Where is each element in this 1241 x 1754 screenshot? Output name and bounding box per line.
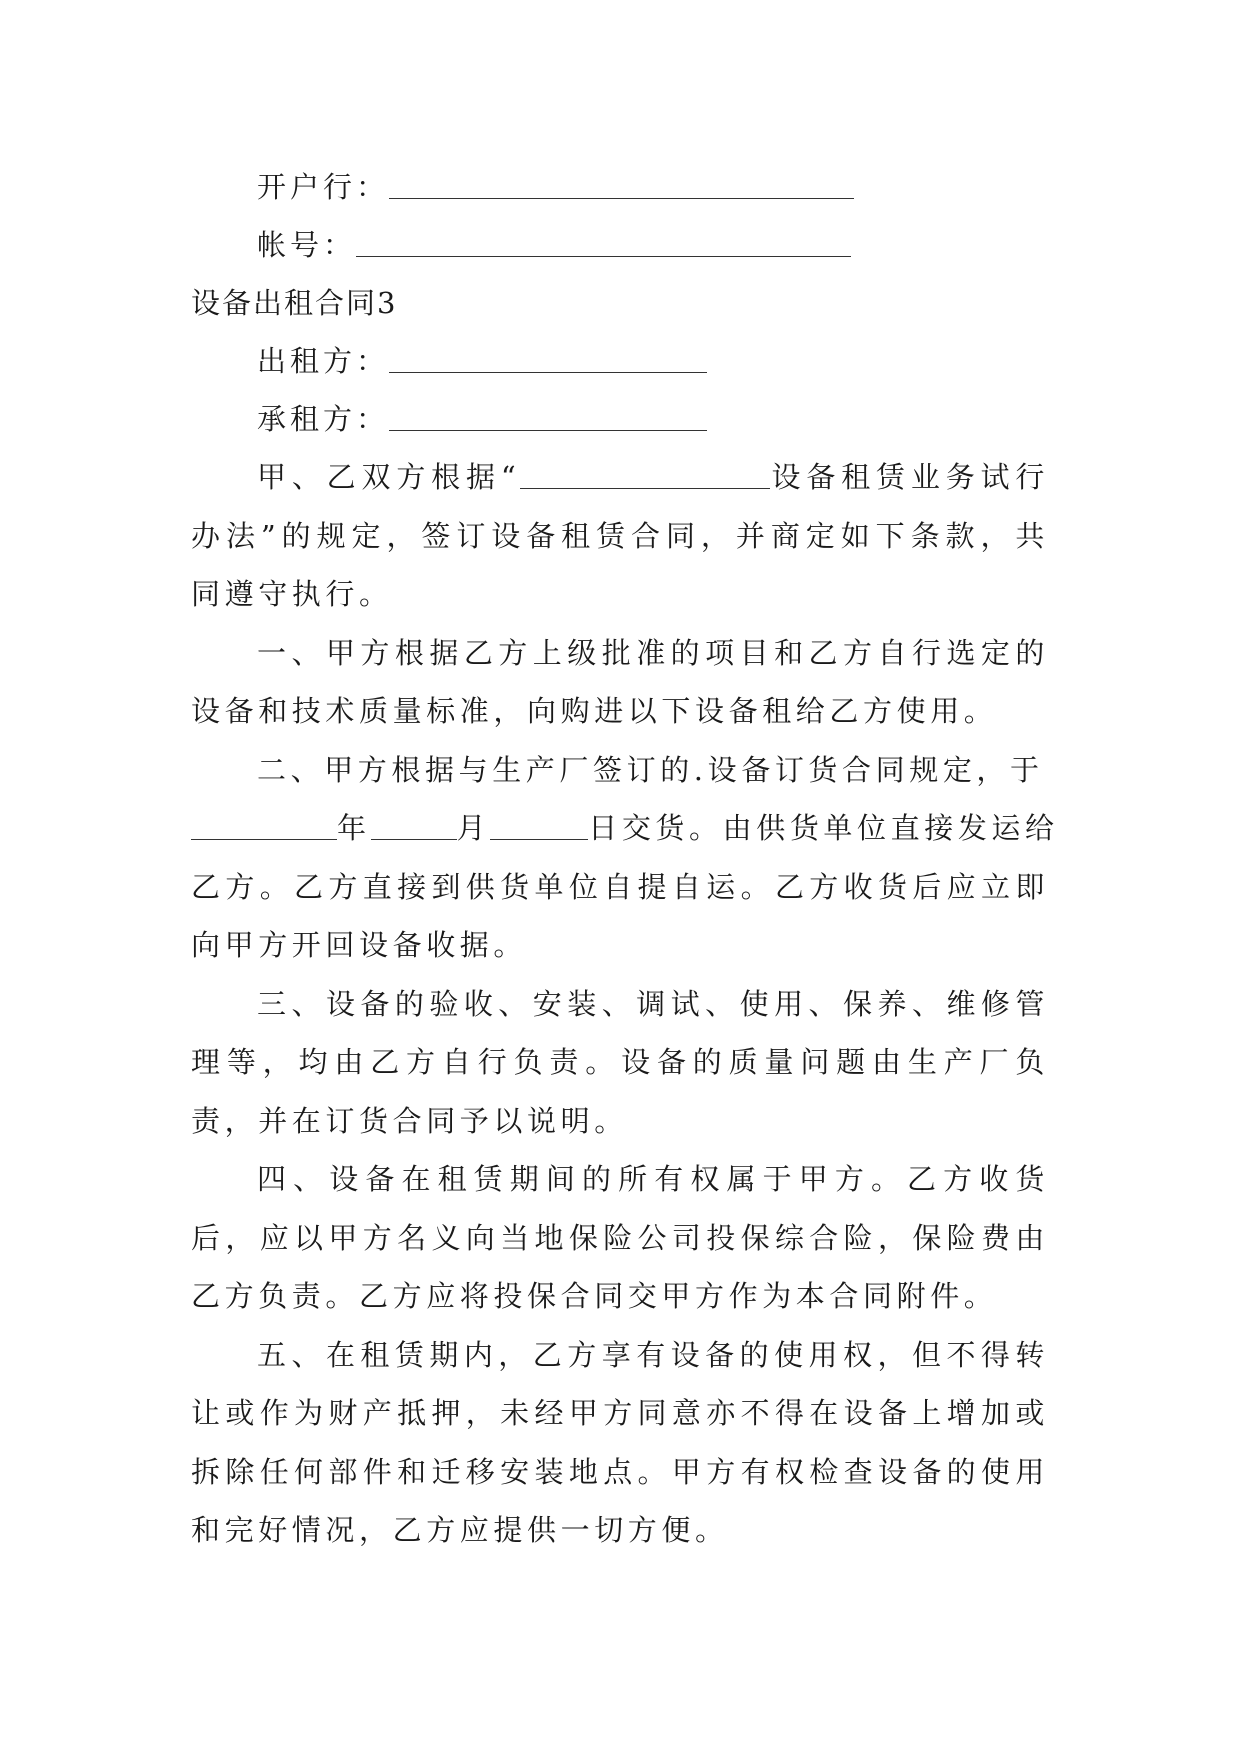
lessor-blank[interactable] bbox=[389, 342, 707, 373]
clause-2-first: 二、甲方根据与生产厂签订的.设备订货合同规定，于 bbox=[257, 752, 1044, 787]
lessee-line bbox=[191, 390, 1049, 448]
account-label: 帐号： bbox=[257, 228, 357, 262]
account-blank[interactable] bbox=[356, 226, 851, 257]
lessee-label: 承租方： bbox=[257, 402, 390, 436]
bank-line bbox=[191, 158, 1049, 216]
clause-2-date-line bbox=[191, 799, 1059, 858]
clause-5: 五、在租赁期内，乙方享有设备的使用权，但不得转让或作为财产抵押，未经甲方同意亦不得在设备上增加或拆除任何部件和迁移安装地点。甲方有权检查设备的使用和完好情况，乙方应提供一切方便。 bbox=[191, 1337, 1049, 1547]
bank-blank[interactable] bbox=[389, 168, 854, 199]
day-blank[interactable] bbox=[490, 809, 588, 840]
account-line bbox=[191, 216, 1049, 274]
clause-1: 一、甲方根据乙方上级批准的项目和乙方自行选定的设备和技术质量标准，向购进以下设备租给乙方使用。 bbox=[191, 635, 1049, 728]
lessee-blank[interactable] bbox=[389, 400, 707, 431]
month-label: 月 bbox=[456, 811, 491, 845]
year-blank[interactable] bbox=[191, 809, 337, 840]
clause-3: 三、设备的验收、安装、调试、使用、保养、维修管理等，均由乙方自行负责。设备的质量问题由生产厂负责，并在订货合同予以说明。 bbox=[191, 986, 1049, 1138]
intro-suffix: 设备租赁业务试行办法”的规定，签订设备租赁合同，并商定如下条款，共同遵守执行。 bbox=[191, 460, 1049, 611]
month-blank[interactable] bbox=[371, 809, 457, 840]
lessor-label: 出租方： bbox=[257, 344, 390, 378]
year-label: 年 bbox=[337, 811, 371, 845]
bank-label: 开户行： bbox=[257, 170, 390, 204]
intro-paragraph bbox=[191, 448, 1049, 624]
intro-blank[interactable] bbox=[520, 458, 770, 489]
lessor-line bbox=[191, 332, 1049, 390]
intro-prefix: 甲、乙双方根据“ bbox=[257, 460, 521, 494]
clause-2-rest: 乙方。乙方直接到供货单位自提自运。乙方收货后应立即向甲方开回设备收据。 bbox=[191, 869, 1049, 962]
document-body bbox=[191, 158, 1059, 1560]
contract-title: 设备出租合同3 bbox=[191, 286, 398, 320]
clause-4: 四、设备在租赁期间的所有权属于甲方。乙方收货后，应以甲方名义向当地保险公司投保综合险，保险费由乙方负责。乙方应将投保合同交甲方作为本合同附件。 bbox=[191, 1162, 1049, 1313]
clause-2-day-rest: 日交货。由供货单位直接发运给 bbox=[588, 811, 1059, 845]
